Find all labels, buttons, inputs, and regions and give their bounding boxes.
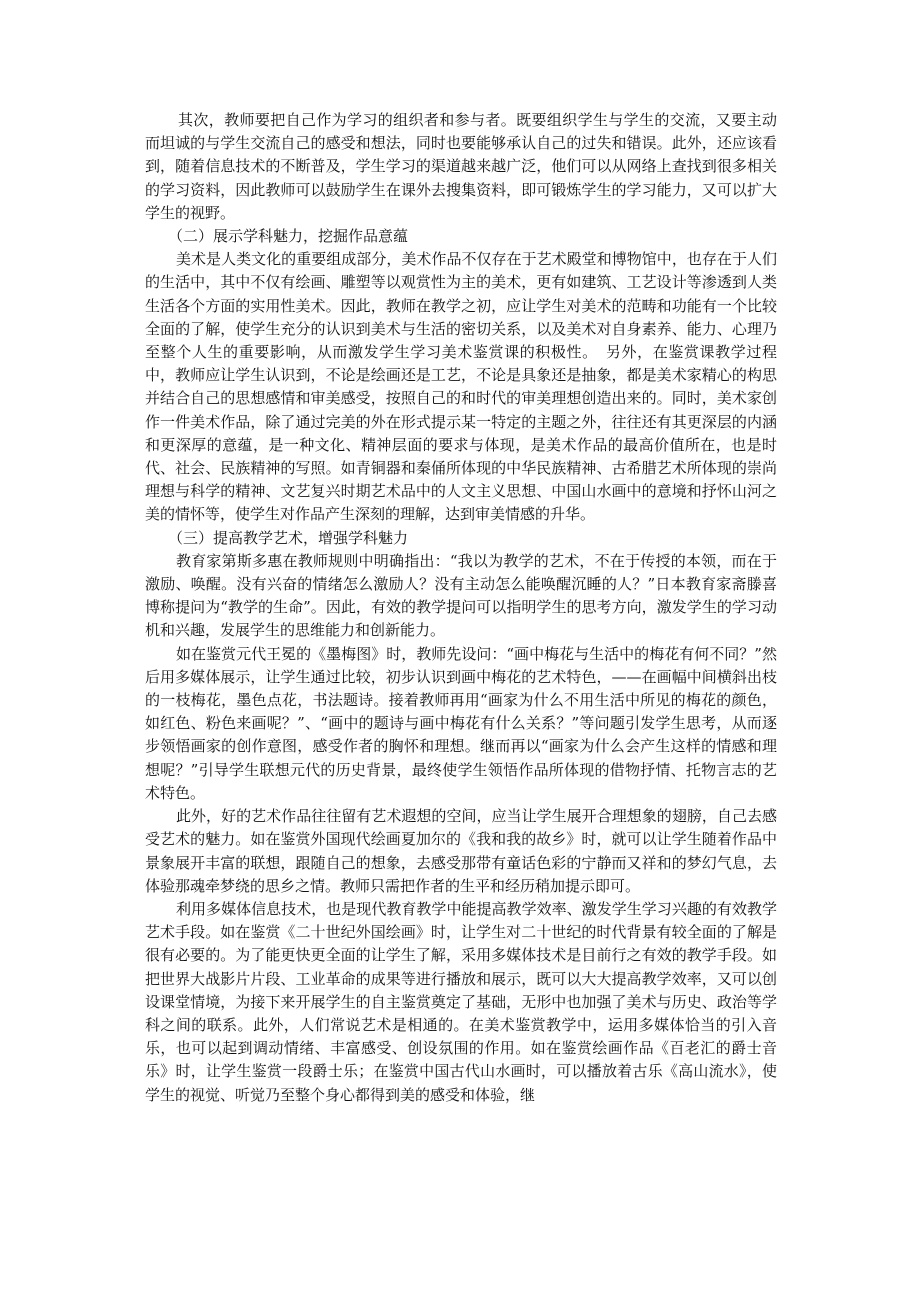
paragraph-plum-painting: 如在鉴赏元代王冕的《墨梅图》时，教师先设问：“画中梅花与生活中的梅花有何不同？”然后用多媒体展示，让学生通过比较，初步认识到画中梅花的艺术特色，——在画幅中间横斜出枝的一枝梅花，墨色点花，书法题诗。接着教师再用“画家为什么不用生活中所见的梅花的颜色，如红色、粉色来画呢？”、“画中的题诗与画中梅花有什么关系？”等问题引发学生思考，从而逐步领悟画家的创作意图，感受作者的胸怀和理想。继而再以“画家为什么会产生这样的情感和理想呢？”引导学生联想元代的历史背景，最终使学生领悟作品所体现的借物抒情、托物言志的艺术特色。 bbox=[145, 644, 777, 802]
section-heading-2: （二）展示学科魅力，挖掘作品意蕴 bbox=[168, 227, 409, 246]
paragraph-art-charm: 美术是人类文化的重要组成部分，美术作品不仅存在于艺术殿堂和博物馆中，也存在于人们的生活中，其中不仅有绘画、雕塑等以观赏性为主的美术，更有如建筑、工艺设计等渗透到人类生活各个方面的实用性美术。因此，教师在教学之初，应让学生对美术的范畴和功能有一个比较全面的了解，使学生充分的认识到美术与生活的密切关系，以及美术对自身素养、能力、心理乃至整个人生的重要影响，从而激发学生学习美术鉴赏课的积极性。 另外，在鉴赏课教学过程中，教师应让学生认识到，不论是绘画还是工艺，不论是具象还是抽象，都是美术家精心的构思并结合自己的思想感情和审美感受，按照自己的和时代的审美理想创造出来的。同时，美术家创作一件美术作品，除了通过完美的外在形式提示某一特定的主题之外，往往还有其更深层的内涵和更深厚的意蕴，是一种文化、精神层面的要求与体现，是美术作品的最高价值所在，也是时代、社会、民族精神的写照。如青铜器和秦俑所体现的中华民族精神、古希腊艺术所体现的崇尚理想与科学的精神、文艺复兴时期艺术品中的人文主义思想、中国山水画中的意境和抒怀山河之美的情怀等，使学生对作品产生深刻的理解，达到审美情感的升华。 bbox=[145, 250, 777, 524]
paragraph-multimedia: 利用多媒体信息技术，也是现代教育教学中能提高教学效率、激发学生学习兴趣的有效教学艺术手段。如在鉴赏《二十世纪外国绘画》时，让学生对二十世纪的时代背景有较全面的了解是很有必要的。为了能更快更全面的让学生了解，采用多媒体技术是目前行之有效的教学手段。如把世界大战影片片段、工业革命的成果等进行播放和展示，既可以大大提高教学效率，又可以创设课堂情境，为接下来开展学生的自主鉴赏奠定了基础，无形中也加强了美术与历史、政治等学科之间的联系。此外，人们常说艺术是相通的。在美术鉴赏教学中，运用多媒体恰当的引入音乐，也可以起到调动情绪、丰富感受、创设氛围的作用。如在鉴赏绘画作品《百老汇的爵士音乐》时，让学生鉴赏一段爵士乐；在鉴赏中国古代山水画时，可以播放着古乐《高山流水》，使学生的视觉、听觉乃至整个身心都得到美的感受和体验，继 bbox=[145, 899, 777, 1104]
paragraph-teaching-art: 教育家第斯多惠在教师规则中明确指出：“我以为教学的艺术，不在于传授的本领，而在于激励、唤醒。没有兴奋的情绪怎么激励人？没有主动怎么能唤醒沉睡的人？”日本教育家斋滕喜博称提问为“教学的生命”。因此，有效的教学提问可以指明学生的思考方向，激发学生的学习动机和兴趣，发展学生的思维能力和创新能力。 bbox=[145, 551, 777, 640]
paragraph-organizer-role: 其次，教师要把自己作为学习的组织者和参与者。既要组织学生与学生的交流，又要主动而坦诚的与学生交流自己的感受和想法，同时也要能够承认自己的过失和错误。此外，还应该看到，随着信息技术的不断普及，学生学习的渠道越来越广泛，他们可以从网络上查找到很多相关的学习资料，因此教师可以鼓励学生在课外去搜集资料，即可锻炼学生的学习能力，又可以扩大学生的视野。 bbox=[145, 111, 777, 222]
paragraph-imagination: 此外，好的艺术作品往往留有艺术遐想的空间，应当让学生展开合理想象的翅膀，自己去感受艺术的魅力。如在鉴赏外国现代绘画夏加尔的《我和我的故乡》时，就可以让学生随着作品中景象展开丰富的联想，跟随自己的想象，去感受那带有童话色彩的宁静而又祥和的梦幻气息，去体验那魂牵梦绕的思乡之情。教师只需把作者的生平和经历稍加提示即可。 bbox=[145, 807, 777, 895]
section-heading-3: （三）提高教学艺术，增强学科魅力 bbox=[168, 528, 409, 547]
document-page bbox=[145, 109, 777, 1107]
